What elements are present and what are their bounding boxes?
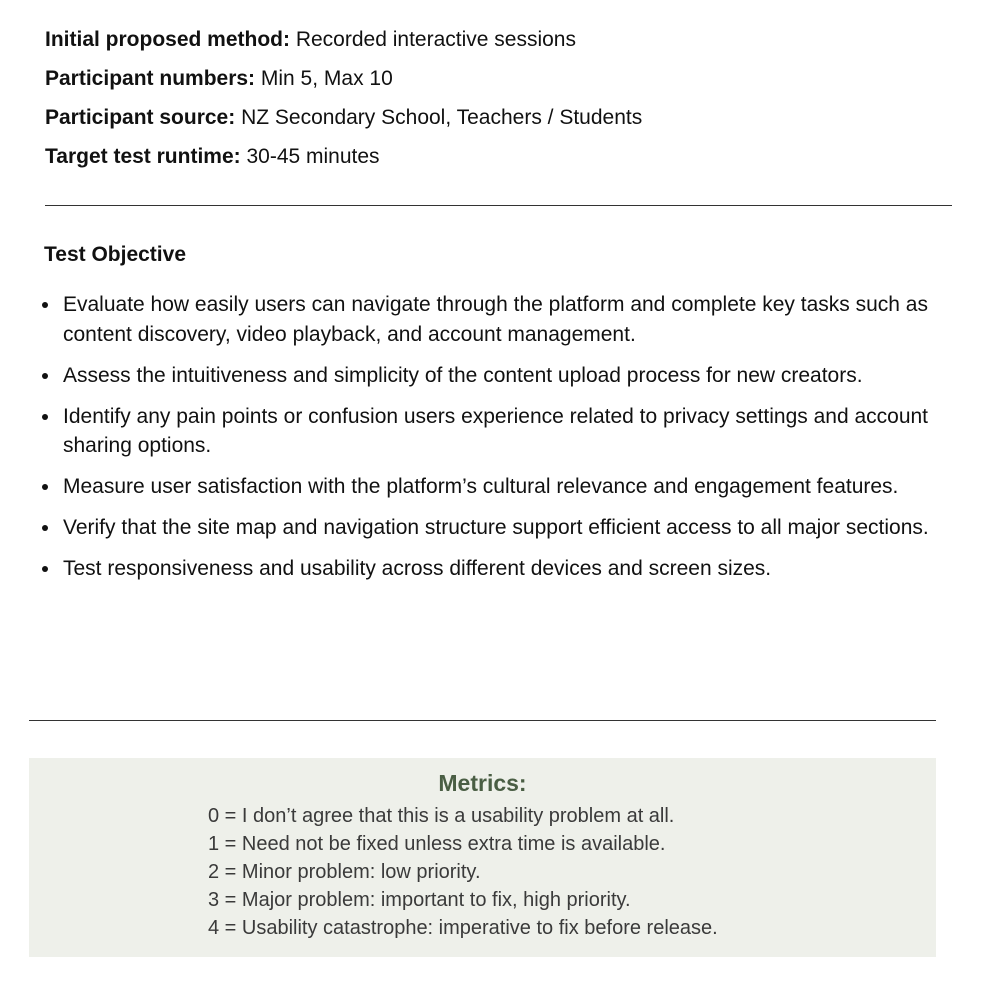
objective-item bbox=[40, 361, 975, 391]
bullet-icon bbox=[42, 566, 48, 572]
objective-heading: Test Objective bbox=[44, 243, 186, 266]
bullet-icon bbox=[42, 525, 48, 531]
metric-item: 4 = Usability catastrophe: imperative to fix before release. bbox=[208, 917, 718, 939]
metrics-list bbox=[208, 802, 718, 942]
meta-participant-source-value: NZ Secondary School, Teachers / Students bbox=[235, 106, 643, 129]
meta-method bbox=[45, 20, 965, 59]
meta-runtime-value: 30-45 minutes bbox=[240, 145, 380, 168]
metric-item: 2 = Minor problem: low priority. bbox=[208, 861, 481, 883]
objective-item-text: Test responsiveness and usability across different devices and screen sizes. bbox=[63, 557, 772, 580]
bullet-icon bbox=[42, 414, 48, 420]
objective-item bbox=[40, 513, 975, 543]
meta-method-label: Initial proposed method: bbox=[45, 28, 290, 51]
meta-participant-source bbox=[45, 98, 965, 137]
objective-item-text: Identify any pain points or confusion users experience related to privacy settings and account sharing options. bbox=[63, 404, 929, 457]
objective-item-text: Verify that the site map and navigation structure support efficient access to all major sections. bbox=[63, 516, 929, 539]
meta-runtime bbox=[45, 137, 965, 176]
metrics-heading: Metrics: bbox=[438, 770, 527, 796]
meta-participant-numbers bbox=[45, 59, 965, 98]
bullet-icon bbox=[42, 373, 48, 379]
objective-item bbox=[40, 290, 975, 349]
meta-runtime-label: Target test runtime: bbox=[45, 145, 241, 168]
metric-item: 3 = Major problem: important to fix, high priority. bbox=[208, 889, 631, 911]
metrics-panel bbox=[29, 758, 936, 957]
meta-participant-numbers-label: Participant numbers: bbox=[45, 67, 256, 90]
objective-item-text: Evaluate how easily users can navigate through the platform and complete key tasks such as content discovery, video playback, and account management. bbox=[63, 293, 928, 346]
objective-item bbox=[40, 402, 975, 461]
meta-method-value: Recorded interactive sessions bbox=[290, 28, 576, 51]
bullet-icon bbox=[42, 302, 48, 308]
objective-item bbox=[40, 472, 975, 502]
divider-top bbox=[45, 205, 952, 206]
objective-item-text: Assess the intuitiveness and simplicity of the content upload process for new creators. bbox=[63, 363, 863, 387]
metric-item: 1 = Need not be fixed unless extra time is available. bbox=[208, 833, 666, 855]
meta-participant-numbers-value: Min 5, Max 10 bbox=[255, 67, 393, 90]
objective-item bbox=[40, 554, 975, 584]
objective-list bbox=[40, 290, 975, 595]
divider-bottom bbox=[29, 720, 936, 721]
meta-participant-source-label: Participant source: bbox=[45, 106, 236, 129]
metric-item: 0 = I don’t agree that this is a usability problem at all. bbox=[208, 805, 675, 827]
test-metadata bbox=[45, 20, 965, 176]
bullet-icon bbox=[42, 484, 48, 490]
objective-item-text: Measure user satisfaction with the platform’s cultural relevance and engagement features. bbox=[63, 475, 899, 498]
